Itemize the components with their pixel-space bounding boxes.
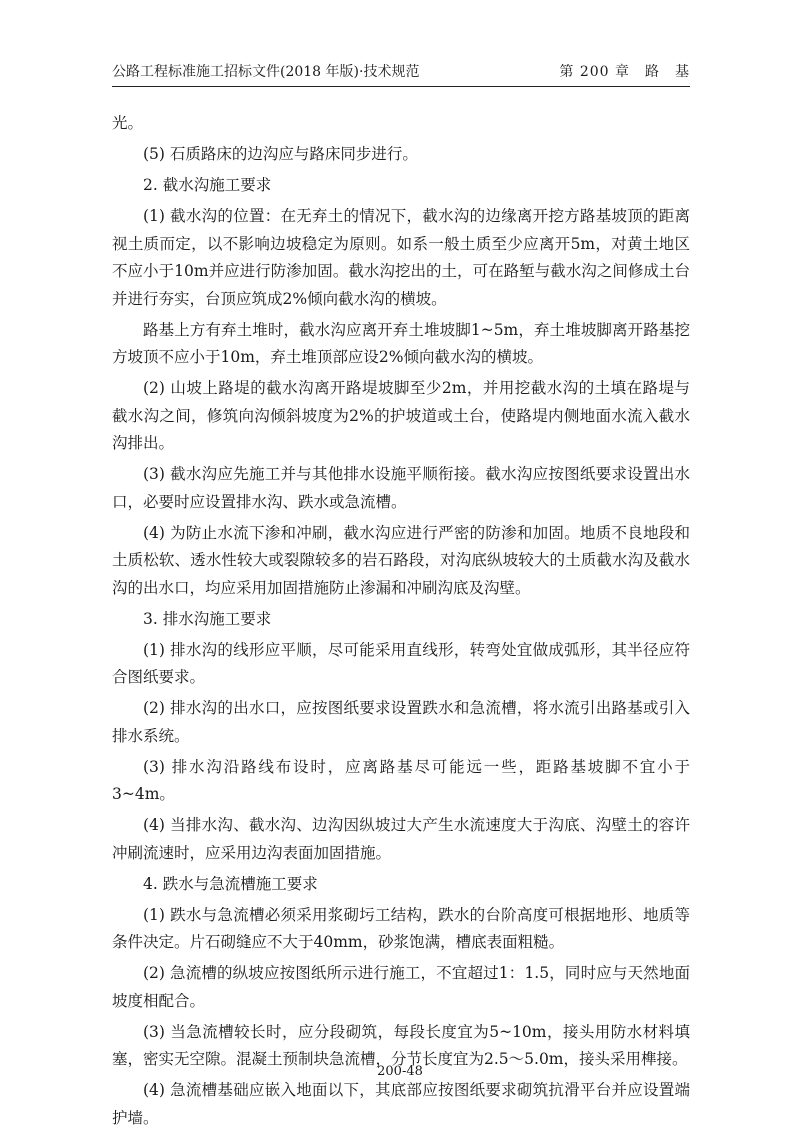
paragraph: (2) 排水沟的出水口，应按图纸要求设置跌水和急流槽，将水流引出路基或引入排水系统。: [112, 699, 690, 745]
paragraph: (1) 截水沟的位置：在无弃土的情况下，截水沟的边缘离开挖方路基坡顶的距离视土质而定，以不影响边坡稳定为原则。如系一般土质至少应离开5m，对黄土地区不应小于10m并应进行防渗加固。截水沟挖出的土，可在路堑与截水沟之间修成土台并进行夯实，台顶应筑成2%倾向截水沟的横坡。: [112, 207, 690, 308]
section-heading: 2. 截水沟施工要求: [143, 176, 272, 194]
paragraph: 路基上方有弃土堆时，截水沟应离开弃土堆坡脚1~5m，弃土堆坡脚离开路基挖方坡顶不应小于10m，弃土堆顶部应设2%倾向截水沟的横坡。: [112, 320, 690, 366]
header-divider: [112, 86, 690, 87]
paragraph: (4) 急流槽基础应嵌入地面以下，其底部应按图纸要求砌筑抗滑平台并应设置端护墙。: [112, 1081, 690, 1127]
page-header: [112, 62, 690, 86]
section-heading: 3. 排水沟施工要求: [143, 609, 272, 628]
section-heading: 4. 跌水与急流槽施工要求: [143, 874, 318, 893]
document-title: 公路工程标准施工招标文件(2018 年版)·技术规范: [112, 64, 420, 80]
paragraph: 光。: [112, 114, 144, 132]
chapter-title: 第 200 章 路 基: [559, 64, 690, 80]
paragraph: (2) 急流槽的纵坡应按图纸所示进行施工，不宜超过1：1.5，同时应与天然地面坡度相配合。: [112, 964, 690, 1010]
paragraph: (3) 截水沟应先施工并与其他排水设施平顺衔接。截水沟应按图纸要求设置出水口，必要时应设置排水沟、跌水或急流槽。: [112, 465, 690, 511]
body-text: [112, 110, 690, 1136]
paragraph: (4) 当排水沟、截水沟、边沟因纵坡过大产生水流速度大于沟底、沟壁土的容许冲刷流速时，应采用边沟表面加固措施。: [112, 816, 690, 862]
paragraph: (1) 跌水与急流槽必须采用浆砌圬工结构，跌水的台阶高度可根据地形、地质等条件决定。片石砌缝应不大于40mm，砂浆饱满，槽底表面粗糙。: [112, 905, 690, 951]
paragraph: (1) 排水沟的线形应平顺，尽可能采用直线形，转弯处宜做成弧形，其半径应符合图纸要求。: [112, 640, 690, 686]
paragraph: (3) 排水沟沿路线布设时，应离路基尽可能远一些，距路基坡脚不宜小于3~4m。: [112, 757, 690, 803]
paragraph: (4) 为防止水流下渗和冲刷，截水沟应进行严密的防渗和加固。地质不良地段和土质松软、透水性较大或裂隙较多的岩石路段，对沟底纵坡较大的土质截水沟及截水沟的出水口，均应采用加固措施防止渗漏和冲刷沟底及沟壁。: [112, 523, 690, 597]
paragraph: (3) 当急流槽较长时，应分段砌筑，每段长度宜为5~10m，接头用防水材料填塞，密实无空隙。混凝土预制块急流槽，分节长度宜为2.5～5.0m，接头采用榫接。: [112, 1022, 690, 1068]
paragraph: (2) 山坡上路堤的截水沟离开路堤坡脚至少2m，并用挖截水沟的土填在路堤与截水沟之间，修筑向沟倾斜坡度为2%的护坡道或土台，使路堤内侧地面水流入截水沟排出。: [112, 379, 690, 452]
page-number: 200-48: [377, 1064, 423, 1079]
paragraph: (5) 石质路床的边沟应与路床同步进行。: [143, 145, 418, 163]
